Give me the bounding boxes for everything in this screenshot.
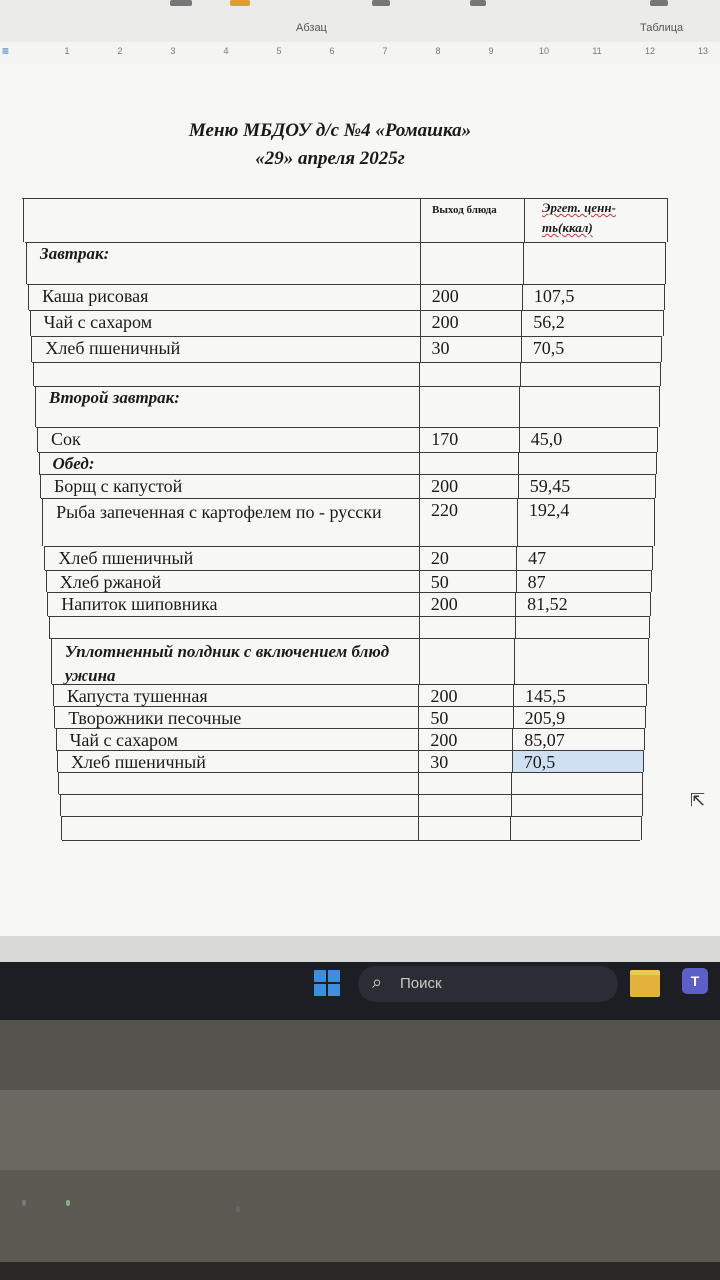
- dish-name: Каша рисовая: [42, 286, 149, 306]
- status-led: [66, 1200, 70, 1206]
- table-column-border: [516, 570, 517, 592]
- table-column-border: [521, 336, 522, 362]
- table-column-border: [419, 452, 420, 474]
- dish-output: 200: [431, 476, 459, 496]
- table-column-border: [418, 750, 419, 772]
- table-column-border: [664, 284, 665, 310]
- table-row-border: [62, 840, 640, 841]
- table-column-border: [419, 592, 420, 616]
- table-column-border: [645, 706, 646, 728]
- indent-marker-icon[interactable]: ≡: [2, 44, 10, 58]
- table-column-border: [419, 638, 420, 684]
- table-column-border: [60, 794, 61, 816]
- dish-name: Напиток шиповника: [61, 594, 218, 614]
- dish-output: 170: [431, 429, 459, 449]
- ruler-number: 5: [276, 46, 282, 56]
- dish-energy: 45,0: [530, 429, 563, 449]
- table-column-border: [33, 362, 34, 386]
- ruler-number: 7: [382, 46, 388, 56]
- dish-name: Хлеб ржаной: [59, 572, 162, 592]
- table-column-border: [420, 336, 421, 362]
- table-column-border: [419, 616, 420, 638]
- dish-energy: 70,5: [532, 338, 565, 358]
- table-row-border: [41, 498, 655, 499]
- table-column-border: [641, 816, 642, 840]
- dish-name: Хлеб пшеничный: [71, 752, 206, 772]
- page-gap: [0, 936, 720, 962]
- ruler-number: 4: [223, 46, 229, 56]
- dish-energy: 81,52: [527, 594, 568, 614]
- table-column-border: [30, 310, 31, 336]
- ruler-number: 1: [64, 46, 70, 56]
- table-column-border: [519, 427, 520, 452]
- ruler-number: 9: [488, 46, 494, 56]
- table-column-border: [663, 310, 664, 336]
- ruler-number: 3: [170, 46, 176, 56]
- status-led: [22, 1200, 26, 1206]
- table-column-border: [642, 794, 643, 816]
- table-column-border: [518, 452, 519, 474]
- table-row-border: [27, 284, 664, 285]
- table-column-border: [31, 336, 32, 362]
- table-column-border: [661, 336, 662, 362]
- table-column-border: [57, 750, 58, 772]
- status-led: [236, 1206, 240, 1212]
- dish-output: 30: [431, 338, 450, 358]
- ruler-number: 13: [697, 46, 708, 56]
- table-column-border: [418, 728, 419, 750]
- table-column-border: [420, 284, 421, 310]
- file-explorer-icon[interactable]: [630, 970, 660, 997]
- dish-output: 200: [431, 286, 459, 306]
- dish-output: 50: [430, 708, 449, 728]
- dish-energy: 107,5: [533, 286, 575, 306]
- table-column-border: [513, 684, 514, 706]
- table-column-border: [419, 570, 420, 592]
- dish-energy: 70,5: [523, 752, 556, 772]
- table-column-border: [665, 242, 666, 284]
- table-row-border: [36, 427, 658, 428]
- dish-name: Чай с сахаром: [43, 312, 153, 332]
- table-column-border: [656, 452, 657, 474]
- table-row-border: [32, 362, 661, 363]
- dish-energy: 59,45: [529, 476, 571, 496]
- taskbar-search-box[interactable]: [358, 966, 618, 1002]
- taskbar-search-placeholder: Поиск: [400, 975, 442, 992]
- document-title: Меню МБДОУ д/с №4 «Ромашка»: [188, 120, 472, 141]
- table-column-border: [419, 546, 420, 570]
- table-column-border: [418, 794, 419, 816]
- table-column-border: [515, 616, 516, 638]
- table-column-border: [418, 706, 419, 728]
- ruler-number: 12: [644, 46, 655, 56]
- table-column-border: [657, 427, 658, 452]
- table-column-border: [39, 452, 40, 474]
- ruler-number: 2: [117, 46, 123, 56]
- table-column-border: [418, 772, 419, 794]
- dish-output: 200: [430, 730, 458, 750]
- section-heading: Обед:: [52, 454, 95, 473]
- table-column-border: [44, 546, 45, 570]
- table-column-border: [516, 546, 517, 570]
- header-energy: Эргет. ценн-ть(ккал): [542, 200, 616, 235]
- dish-name: Сок: [51, 429, 81, 449]
- dish-energy: 145,5: [525, 686, 566, 706]
- table-row-border: [59, 794, 642, 795]
- header-output: Выход блюда: [432, 204, 497, 216]
- dish-name: Капуста тушенная: [66, 686, 208, 706]
- teams-icon[interactable]: T: [682, 968, 708, 994]
- ruler-number: 6: [329, 46, 335, 56]
- table-column-border: [643, 750, 644, 772]
- table-column-border: [644, 728, 645, 750]
- table-column-border: [514, 638, 515, 684]
- table-column-border: [419, 386, 420, 427]
- table-row-border: [47, 592, 651, 593]
- table-column-border: [513, 706, 514, 728]
- table-column-border: [648, 638, 649, 684]
- table-column-border: [420, 310, 421, 336]
- dish-output: 200: [430, 686, 458, 706]
- dish-name: Хлеб пшеничный: [58, 548, 194, 568]
- table-column-border: [420, 242, 421, 284]
- section-heading: Второй завтрак:: [48, 388, 180, 407]
- table-column-border: [58, 772, 59, 794]
- ruler-number: 8: [435, 46, 441, 56]
- search-icon: ⌕: [372, 972, 383, 993]
- table-column-border: [419, 498, 420, 546]
- table-column-border: [649, 616, 650, 638]
- table-column-border: [56, 728, 57, 750]
- dish-energy: 85,07: [524, 730, 565, 750]
- table-column-border: [650, 592, 651, 616]
- ruler-number: 11: [592, 46, 602, 56]
- ribbon-group-table: Таблица: [640, 22, 684, 34]
- table-row-border: [29, 310, 663, 311]
- table-column-border: [646, 684, 647, 706]
- table-column-border: [519, 386, 520, 427]
- table-column-border: [419, 427, 420, 452]
- table-column-border: [40, 474, 41, 498]
- table-column-border: [655, 474, 656, 498]
- table-column-border: [61, 816, 62, 840]
- table-row-border: [48, 616, 650, 617]
- table-column-border: [419, 474, 420, 498]
- table-column-border: [517, 498, 518, 546]
- ruler-number: 10: [538, 46, 549, 56]
- table-column-border: [667, 198, 668, 242]
- dish-name: Чай с сахаром: [69, 730, 179, 750]
- table-row-border: [44, 546, 653, 547]
- table-column-border: [42, 498, 43, 546]
- table-column-border: [420, 198, 421, 242]
- windows-start-icon[interactable]: [314, 970, 342, 998]
- table-row-border: [31, 336, 662, 337]
- table-column-border: [51, 638, 52, 684]
- dish-name: Хлеб пшеничный: [45, 338, 181, 358]
- section-heading: Уплотненный полдник с включением блюд ужина: [64, 642, 390, 685]
- table-column-border: [642, 772, 643, 794]
- table-column-border: [35, 386, 36, 427]
- table-column-border: [37, 427, 38, 452]
- table-column-border: [659, 386, 660, 427]
- ribbon-group-paragraph: Абзац: [296, 22, 327, 34]
- table-column-border: [660, 362, 661, 386]
- table-column-border: [26, 242, 27, 284]
- dish-energy: 87: [527, 572, 546, 592]
- table-row-border: [45, 570, 652, 571]
- document-date: «29» апреля 2025г: [255, 148, 405, 169]
- table-column-border: [47, 592, 48, 616]
- dish-output: 220: [430, 500, 458, 520]
- table-row-border: [39, 474, 656, 475]
- table-column-border: [651, 570, 652, 592]
- table-row-border: [61, 816, 642, 817]
- table-column-border: [654, 498, 655, 546]
- dish-output: 200: [431, 312, 459, 332]
- table-column-border: [515, 592, 516, 616]
- table-column-border: [418, 684, 419, 706]
- dish-energy: 56,2: [533, 312, 565, 332]
- section-heading: Завтрак:: [40, 244, 110, 263]
- table-row-border: [55, 728, 645, 729]
- dish-output: 50: [430, 572, 449, 592]
- table-column-border: [53, 684, 54, 706]
- dish-output: 200: [430, 594, 458, 614]
- table-column-border: [23, 198, 24, 242]
- dish-output: 20: [430, 548, 449, 568]
- table-row-border: [25, 242, 666, 243]
- table-column-border: [512, 728, 513, 750]
- table-row-border: [54, 706, 646, 707]
- table-column-border: [524, 198, 525, 242]
- table-column-border: [518, 474, 519, 498]
- dish-name: Рыба запеченная с картофелем по - русски: [56, 502, 382, 522]
- table-column-border: [523, 242, 524, 284]
- table-column-border: [418, 816, 419, 840]
- keyboard-top-row: [0, 1262, 720, 1280]
- mouse-cursor-icon: ⇱: [690, 790, 706, 811]
- table-row-border: [58, 772, 643, 773]
- laptop-hinge: [0, 1090, 720, 1170]
- table-row-border: [49, 638, 648, 639]
- table-column-border: [652, 546, 653, 570]
- table-column-border: [522, 284, 523, 310]
- table-column-border: [511, 794, 512, 816]
- table-row-border: [34, 386, 660, 387]
- dish-energy: 47: [528, 548, 547, 568]
- dish-energy: 192,4: [528, 500, 570, 520]
- dish-output: 30: [430, 752, 449, 772]
- table-column-border: [49, 616, 50, 638]
- table-column-border: [54, 706, 55, 728]
- table-column-border: [419, 362, 420, 386]
- table-column-border: [520, 362, 521, 386]
- table-column-border: [511, 772, 512, 794]
- laptop-bezel: [0, 1020, 720, 1090]
- dish-energy: 205,9: [524, 708, 566, 728]
- table-column-border: [46, 570, 47, 592]
- dish-name: Творожники песочные: [68, 708, 242, 728]
- dish-name: Борщ с капустой: [53, 476, 183, 496]
- table-column-border: [28, 284, 29, 310]
- table-column-border: [510, 816, 511, 840]
- table-row-border: [38, 452, 657, 453]
- table-column-border: [521, 310, 522, 336]
